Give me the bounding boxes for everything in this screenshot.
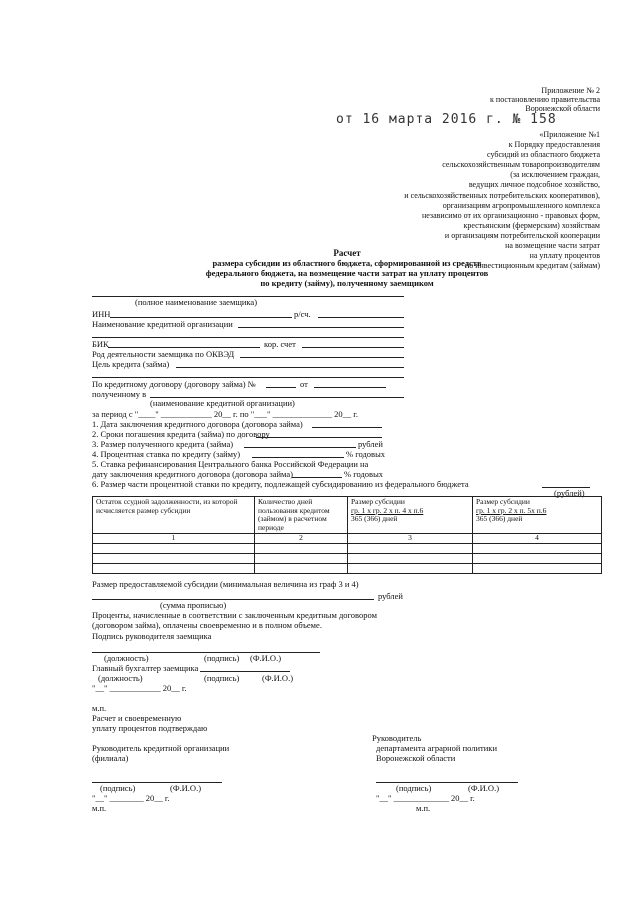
column-number: 3 [348,534,473,544]
table-header-cell [348,497,473,534]
annex1-line: крестьянским (фермерским) хозяйствам [463,220,600,230]
annex1-line: на уплату процентов [529,251,600,261]
bank-name-label: Наименование кредитной организации [92,319,233,329]
bik-label: БИК [92,339,109,349]
table-number-row [93,534,602,544]
annex1-line: и сельскохозяйственных потребительских кооперативов), [404,190,600,200]
bank-name-field-2[interactable] [92,337,404,338]
resolution-ref: к постановлению правительства [490,95,600,104]
item-4: 4. Процентная ставка по кредиту (займу) [92,449,241,459]
table-header-row [93,497,602,534]
table-cell[interactable] [473,554,602,564]
column-number: 2 [255,534,348,544]
subsidy-table [92,496,602,574]
period-line[interactable]: за период с "____" ____________ 20__ г. по "___" ______________ 20__ г. [92,409,358,419]
document-title: Расчет [333,248,361,258]
region-ref: Воронежской области [525,104,600,113]
item-3-field[interactable] [244,447,356,448]
table-cell[interactable] [473,544,602,554]
position-hint: (должность) [104,653,149,663]
interest-statement-2: (договором займа), оплачены своевременно и в полном объеме. [92,620,322,630]
okved-field[interactable] [240,357,404,358]
bank-head-branch: (филиала) [92,753,129,763]
column-number: 4 [473,534,602,544]
account-field[interactable] [318,317,404,318]
amount-words-hint: (сумма прописью) [160,600,227,610]
stamp-place-1: м.п. [92,703,107,713]
account-label: р/сч. [294,309,311,319]
table-row[interactable] [93,544,602,554]
stamp-place-3: м.п. [416,803,431,813]
table-row[interactable] [93,554,602,564]
accountant-fio-hint: (Ф.И.О.) [262,673,294,683]
annex1-line: по инвестиционным кредитам (займам) [464,261,600,271]
dept-head-label: Руководитель [372,733,422,743]
item-3-unit: рублей [358,439,383,449]
title-line: по кредиту (займу), полученному заемщиком [260,278,434,288]
annex1-line: на возмещение части затрат [505,241,600,251]
contract-number-field[interactable] [266,387,296,388]
subsidy-currency: рублей [378,591,403,601]
item-2: 2. Сроки погашения кредита (займа) по договору [92,429,270,439]
accountant-signature-hint: (подпись) [204,673,240,683]
item-5-cont: дату заключения кредитного договора (договора займа) [92,469,293,479]
calc-confirm: Расчет и своевременную [92,713,182,723]
corr-account-field[interactable] [302,347,404,348]
table-cell[interactable] [473,564,602,574]
annex1-line: независимо от их организационно - правовых форм, [422,210,600,220]
item-5: 5. Ставка рефинансирования Центрального банка Российской Федерации на [92,459,369,469]
item-3: 3. Размер полученного кредита (займа) [92,439,234,449]
inn-label: ИНН [92,309,111,319]
item-2-field[interactable] [256,437,382,438]
title-line: федерального бюджета, на возмещение части затрат на уплату процентов [205,268,489,278]
dept-region: Воронежской области [376,753,456,763]
stamp-place-2: м.п. [92,803,107,813]
accountant-label: Главный бухгалтер заемщика [92,663,199,673]
header-denominator: 365 (366) дней [351,514,398,523]
header-formula: гр. 1 х гр. 2 х п. 5х п.6 [476,505,547,515]
header-line: Размер субсидии [476,497,530,506]
calc-confirm-2: уплату процентов подтверждаю [92,723,208,733]
table-header-cell: Остаток ссудной задолженности, из которой исчисляется размер субсидии [93,497,255,534]
table-header-cell [473,497,602,534]
table-cell[interactable] [93,544,255,554]
okved-label: Род деятельности заемщика по ОКВЭД [92,349,235,359]
date-stamp: от 16 марта 2016 г. № 158 [336,112,557,127]
contract-from-label: от [300,379,308,389]
bank-fio-hint: (Ф.И.О.) [170,783,202,793]
subsidy-amount-field[interactable] [92,599,374,600]
table-cell[interactable] [348,564,473,574]
item-1: 1. Дата заключения кредитного договора (договора займа) [92,419,303,429]
annex1-line: ведущих личное подсобное хозяйство, [468,180,600,190]
table-cell[interactable] [93,564,255,574]
annex1-line: субсидий из областного бюджета [487,150,600,160]
purpose-field-2[interactable] [92,377,404,378]
annex1-line: и организациям потребительской кооперации [444,230,600,240]
borrower-hint: (полное наименование заемщика) [135,297,258,307]
item-5-field[interactable] [292,477,342,478]
corr-account-label: кор. счет [264,339,296,349]
item-5-unit: % годовых [344,469,384,479]
bank-name-field[interactable] [238,327,404,328]
annex1-line: (за исключением граждан, [510,170,600,180]
table-cell[interactable] [348,544,473,554]
table-currency: (рублей) [554,488,585,498]
bik-field[interactable] [108,347,260,348]
bank-signature-hint: (подпись) [100,783,136,793]
signature-hint: (подпись) [204,653,240,663]
annex1-line: «Приложение №1 [539,130,600,139]
fio-hint: (Ф.И.О.) [250,653,282,663]
contract-label: По кредитному договору (договору займа) № [92,379,256,389]
annex1-line: организациям агропромышленного комплекса [442,200,600,210]
dept-fio-hint: (Ф.И.О.) [468,783,500,793]
dept-signature-hint: (подпись) [396,783,432,793]
item-6: 6. Размер части процентной ставки по кредиту, подлежащей субсидированию из федерального бюджета [92,479,469,489]
header-formula: гр. 1 х гр. 2 х п. 4 х п.6 [351,505,424,515]
column-number: 1 [93,534,255,544]
table-cell[interactable] [255,564,348,574]
contract-date-field[interactable] [314,387,386,388]
table-cell[interactable] [255,554,348,564]
bank-head-label: Руководитель кредитной организации [92,743,230,753]
item-1-field[interactable] [312,427,382,428]
head-signature-label: Подпись руководителя заемщика [92,631,212,641]
purpose-label: Цель кредита (займа) [92,359,170,369]
item-4-unit: % годовых [346,449,386,459]
accountant-position-hint: (должность) [98,673,143,683]
header-denominator: 365 (366) дней [476,514,523,523]
header-line: Размер субсидии [351,497,405,506]
table-cell[interactable] [93,554,255,564]
table-cell[interactable] [255,544,348,554]
accountant-signature-line[interactable] [200,671,290,672]
inn-field[interactable] [110,317,292,318]
annex1-line: к Порядку предоставления [508,140,600,150]
item-4-field[interactable] [252,457,344,458]
date-line-2[interactable]: "__" ________ 20__ г. [92,793,170,803]
date-line-1[interactable]: "__" ____________ 20__ г. [92,683,187,693]
interest-statement: Проценты, начисленные в соответствии с заключенным кредитным договором [92,610,377,620]
date-line-3[interactable]: "__" _____________ 20__ г. [376,793,475,803]
table-row[interactable] [93,564,602,574]
table-header-cell: Количество дней пользования кредитом (займом) в расчетном периоде [255,497,348,534]
dept-name: департамента аграрной политики [376,743,497,753]
subsidy-size-label: Размер предоставляемой субсидии (минимальная величина из граф 3 и 4) [92,579,359,589]
purpose-field[interactable] [176,367,404,368]
title-lines [92,258,602,288]
annex1-line: сельскохозяйственным товаропроизводителям [442,160,600,170]
appendix-number: Приложение № 2 [541,86,600,95]
received-in-label: полученному в [92,389,147,399]
table-cell[interactable] [348,554,473,564]
title-line: размера субсидии из областного бюджета, сформированной из средств [212,258,482,268]
creditor-hint: (наименование кредитной организации) [150,398,295,408]
